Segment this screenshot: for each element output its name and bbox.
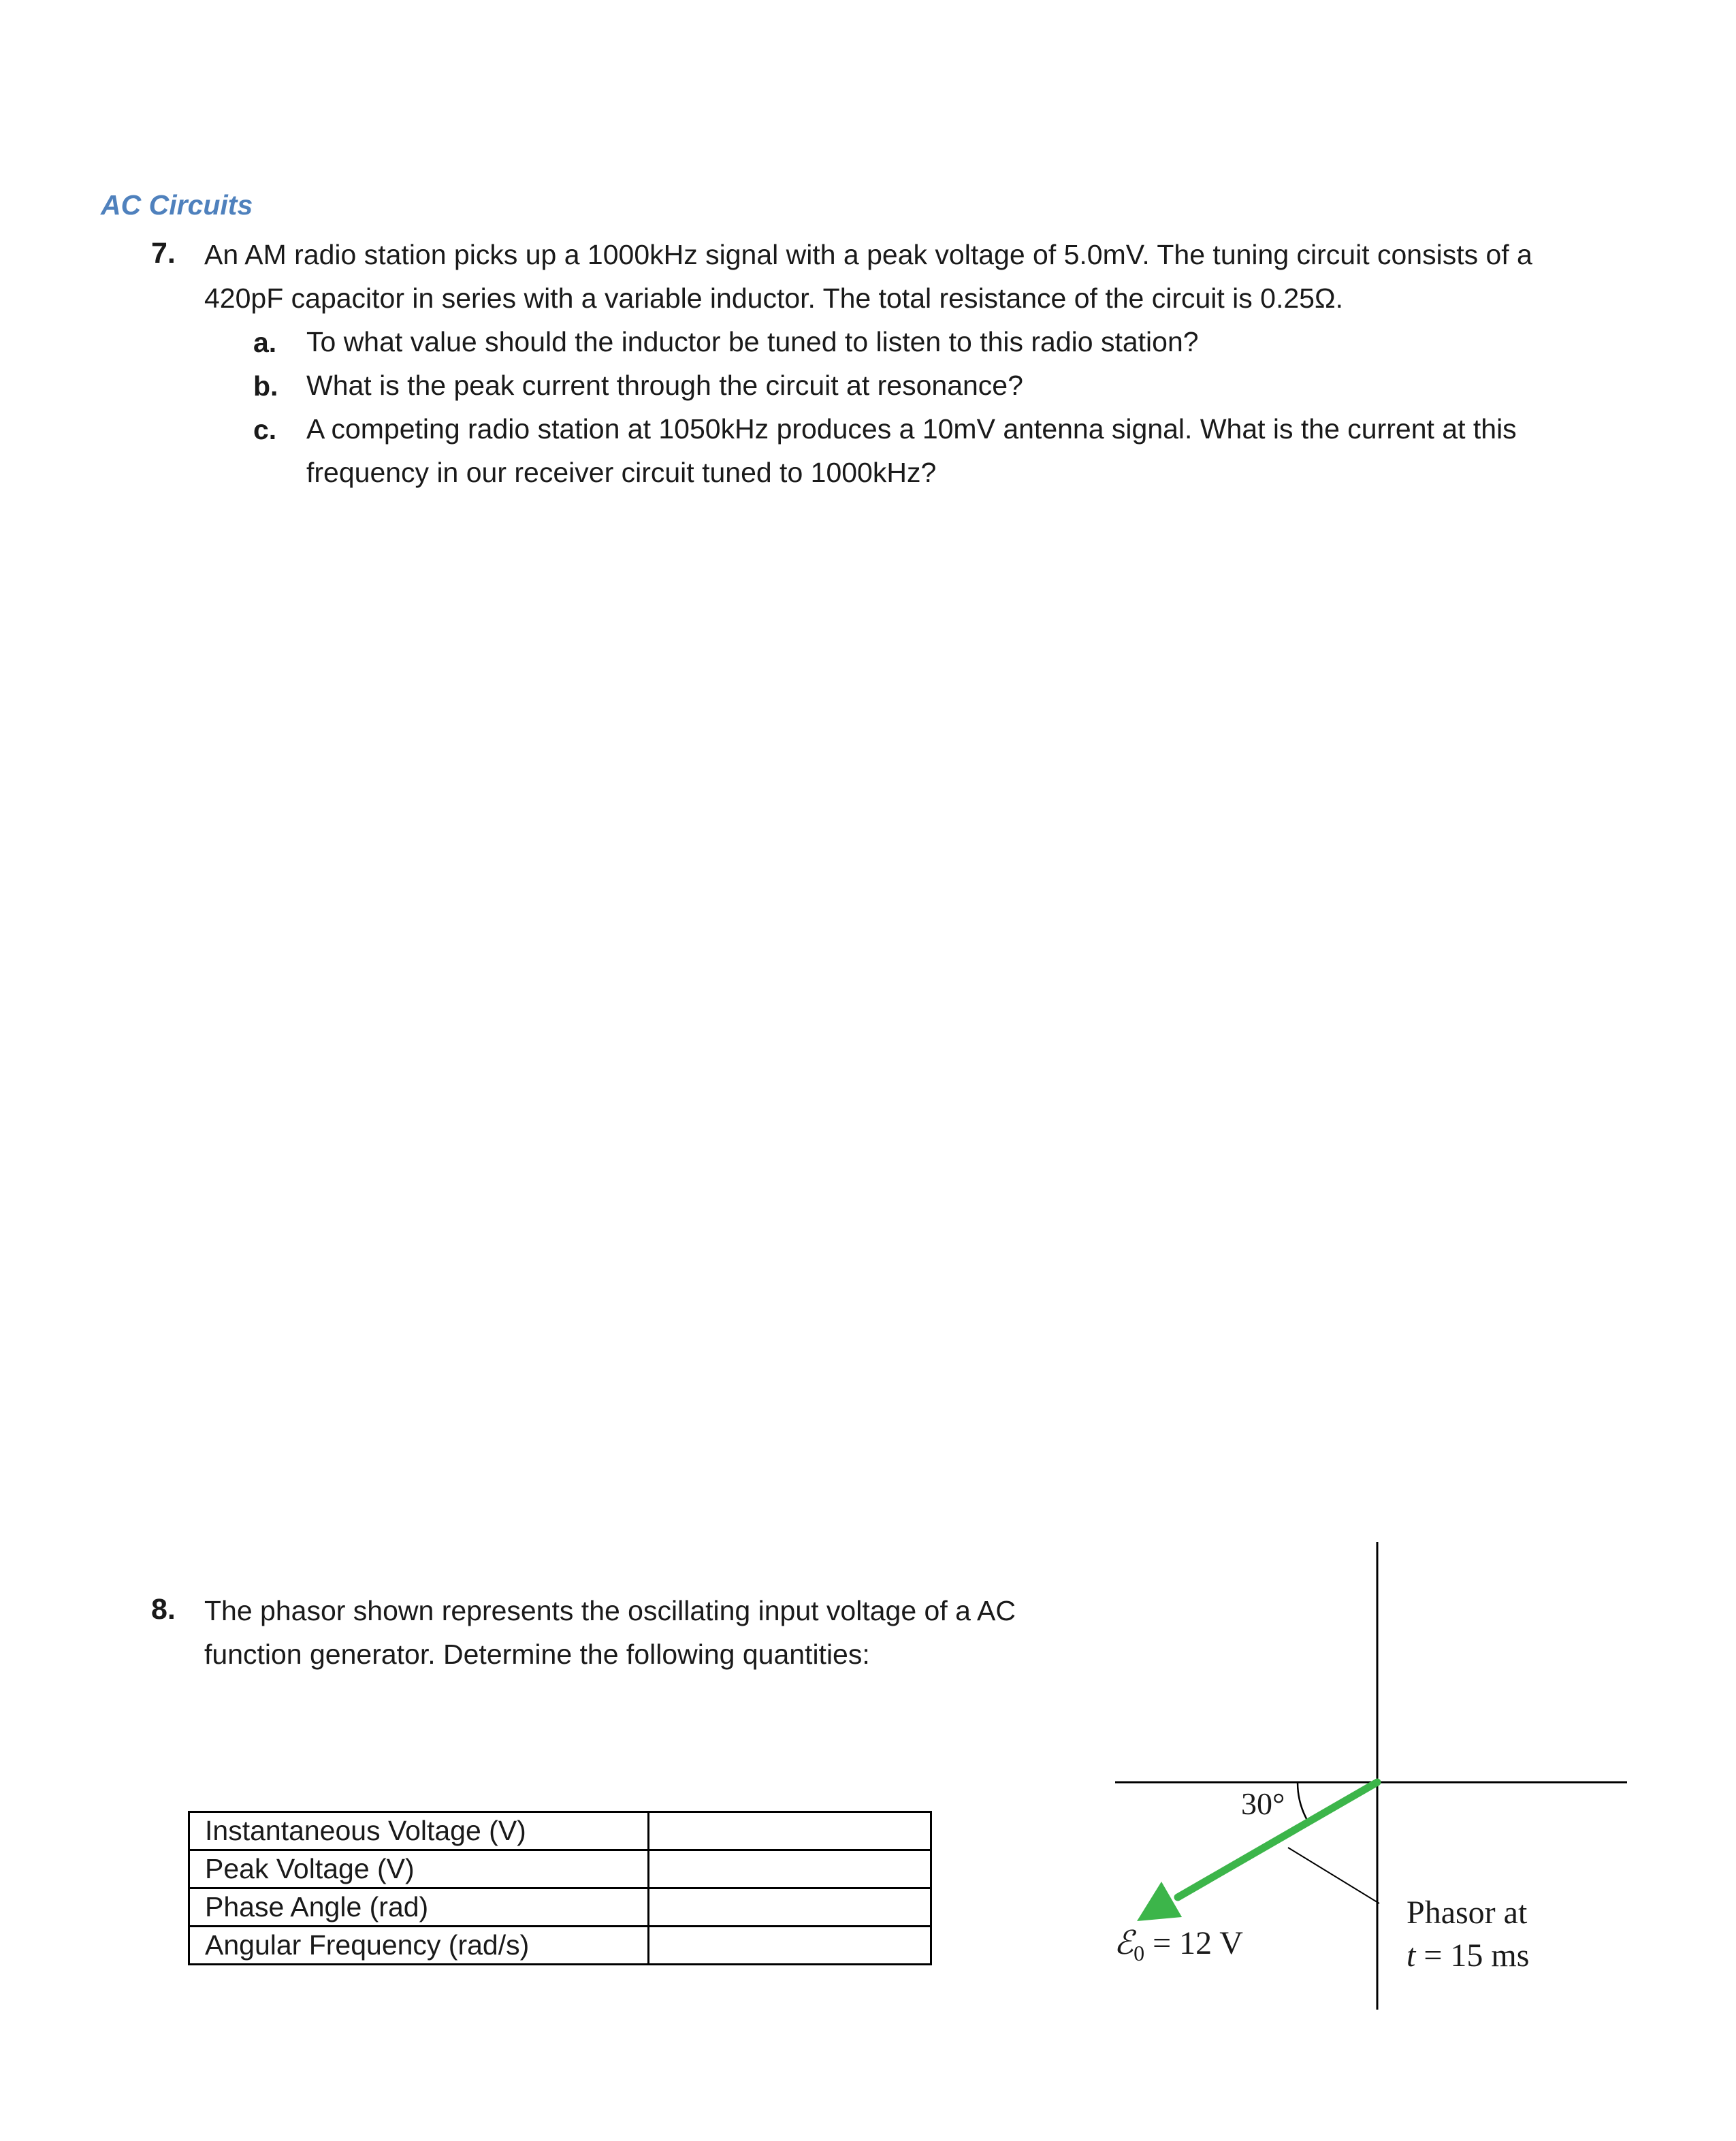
row-label-angular-frequency: Angular Frequency (rad/s)	[189, 1927, 649, 1965]
row-label-peak-voltage: Peak Voltage (V)	[189, 1850, 649, 1888]
answer-cell-angular-frequency[interactable]	[649, 1927, 931, 1965]
caption-leader-line	[1288, 1848, 1379, 1903]
row-label-phase-angle: Phase Angle (rad)	[189, 1888, 649, 1927]
question-7-number: 7.	[151, 237, 176, 270]
emf-value: = 12 V	[1144, 1925, 1243, 1961]
question-8-number: 8.	[151, 1593, 176, 1626]
question-8-text-line1: The phasor shown represents the oscillating input voltage of a AC	[204, 1595, 1016, 1626]
question-7c-text-line2: frequency in our receiver circuit tuned to 1000kHz?	[306, 457, 937, 488]
emf-label	[1114, 1925, 1243, 1965]
answer-table	[188, 1811, 932, 1965]
caption-line2	[1407, 1937, 1529, 1974]
phasor-arrowhead	[1137, 1882, 1182, 1921]
question-7-text-line1: An AM radio station picks up a 1000kHz signal with a peak voltage of 5.0mV. The tuning circuit consists of a	[204, 239, 1532, 270]
row-label-instantaneous-voltage: Instantaneous Voltage (V)	[189, 1812, 649, 1850]
caption-line1: Phasor at	[1407, 1895, 1528, 1931]
section-title: AC Circuits	[101, 189, 253, 221]
answer-cell-instantaneous-voltage[interactable]	[649, 1812, 931, 1850]
emf-subscript: 0	[1134, 1941, 1145, 1965]
phasor-diagram	[1089, 1525, 1634, 2029]
angle-label: 30°	[1241, 1786, 1285, 1821]
question-7b-label: b.	[253, 370, 278, 402]
emf-symbol: ℰ	[1114, 1925, 1134, 1961]
question-7b-text: What is the peak current through the circuit at resonance?	[306, 370, 1023, 401]
angle-arc	[1298, 1782, 1308, 1822]
table-row	[189, 1927, 931, 1965]
question-7a-label: a.	[253, 327, 277, 358]
caption-time-value: = 15 ms	[1415, 1937, 1530, 1974]
table-row	[189, 1850, 931, 1888]
question-8-text-line2: function generator. Determine the following quantities:	[204, 1639, 870, 1670]
caption-time-symbol: t	[1407, 1937, 1416, 1974]
question-7-text-line2: 420pF capacitor in series with a variable inductor. The total resistance of the circuit is 0.25Ω.	[204, 283, 1344, 314]
answer-cell-phase-angle[interactable]	[649, 1888, 931, 1927]
table-row	[189, 1888, 931, 1927]
question-7a-text: To what value should the inductor be tuned to listen to this radio station?	[306, 326, 1199, 357]
table-row	[189, 1812, 931, 1850]
answer-cell-peak-voltage[interactable]	[649, 1850, 931, 1888]
question-7c-text-line1: A competing radio station at 1050kHz produces a 10mV antenna signal. What is the current at this	[306, 413, 1517, 445]
question-7c-label: c.	[253, 414, 277, 445]
